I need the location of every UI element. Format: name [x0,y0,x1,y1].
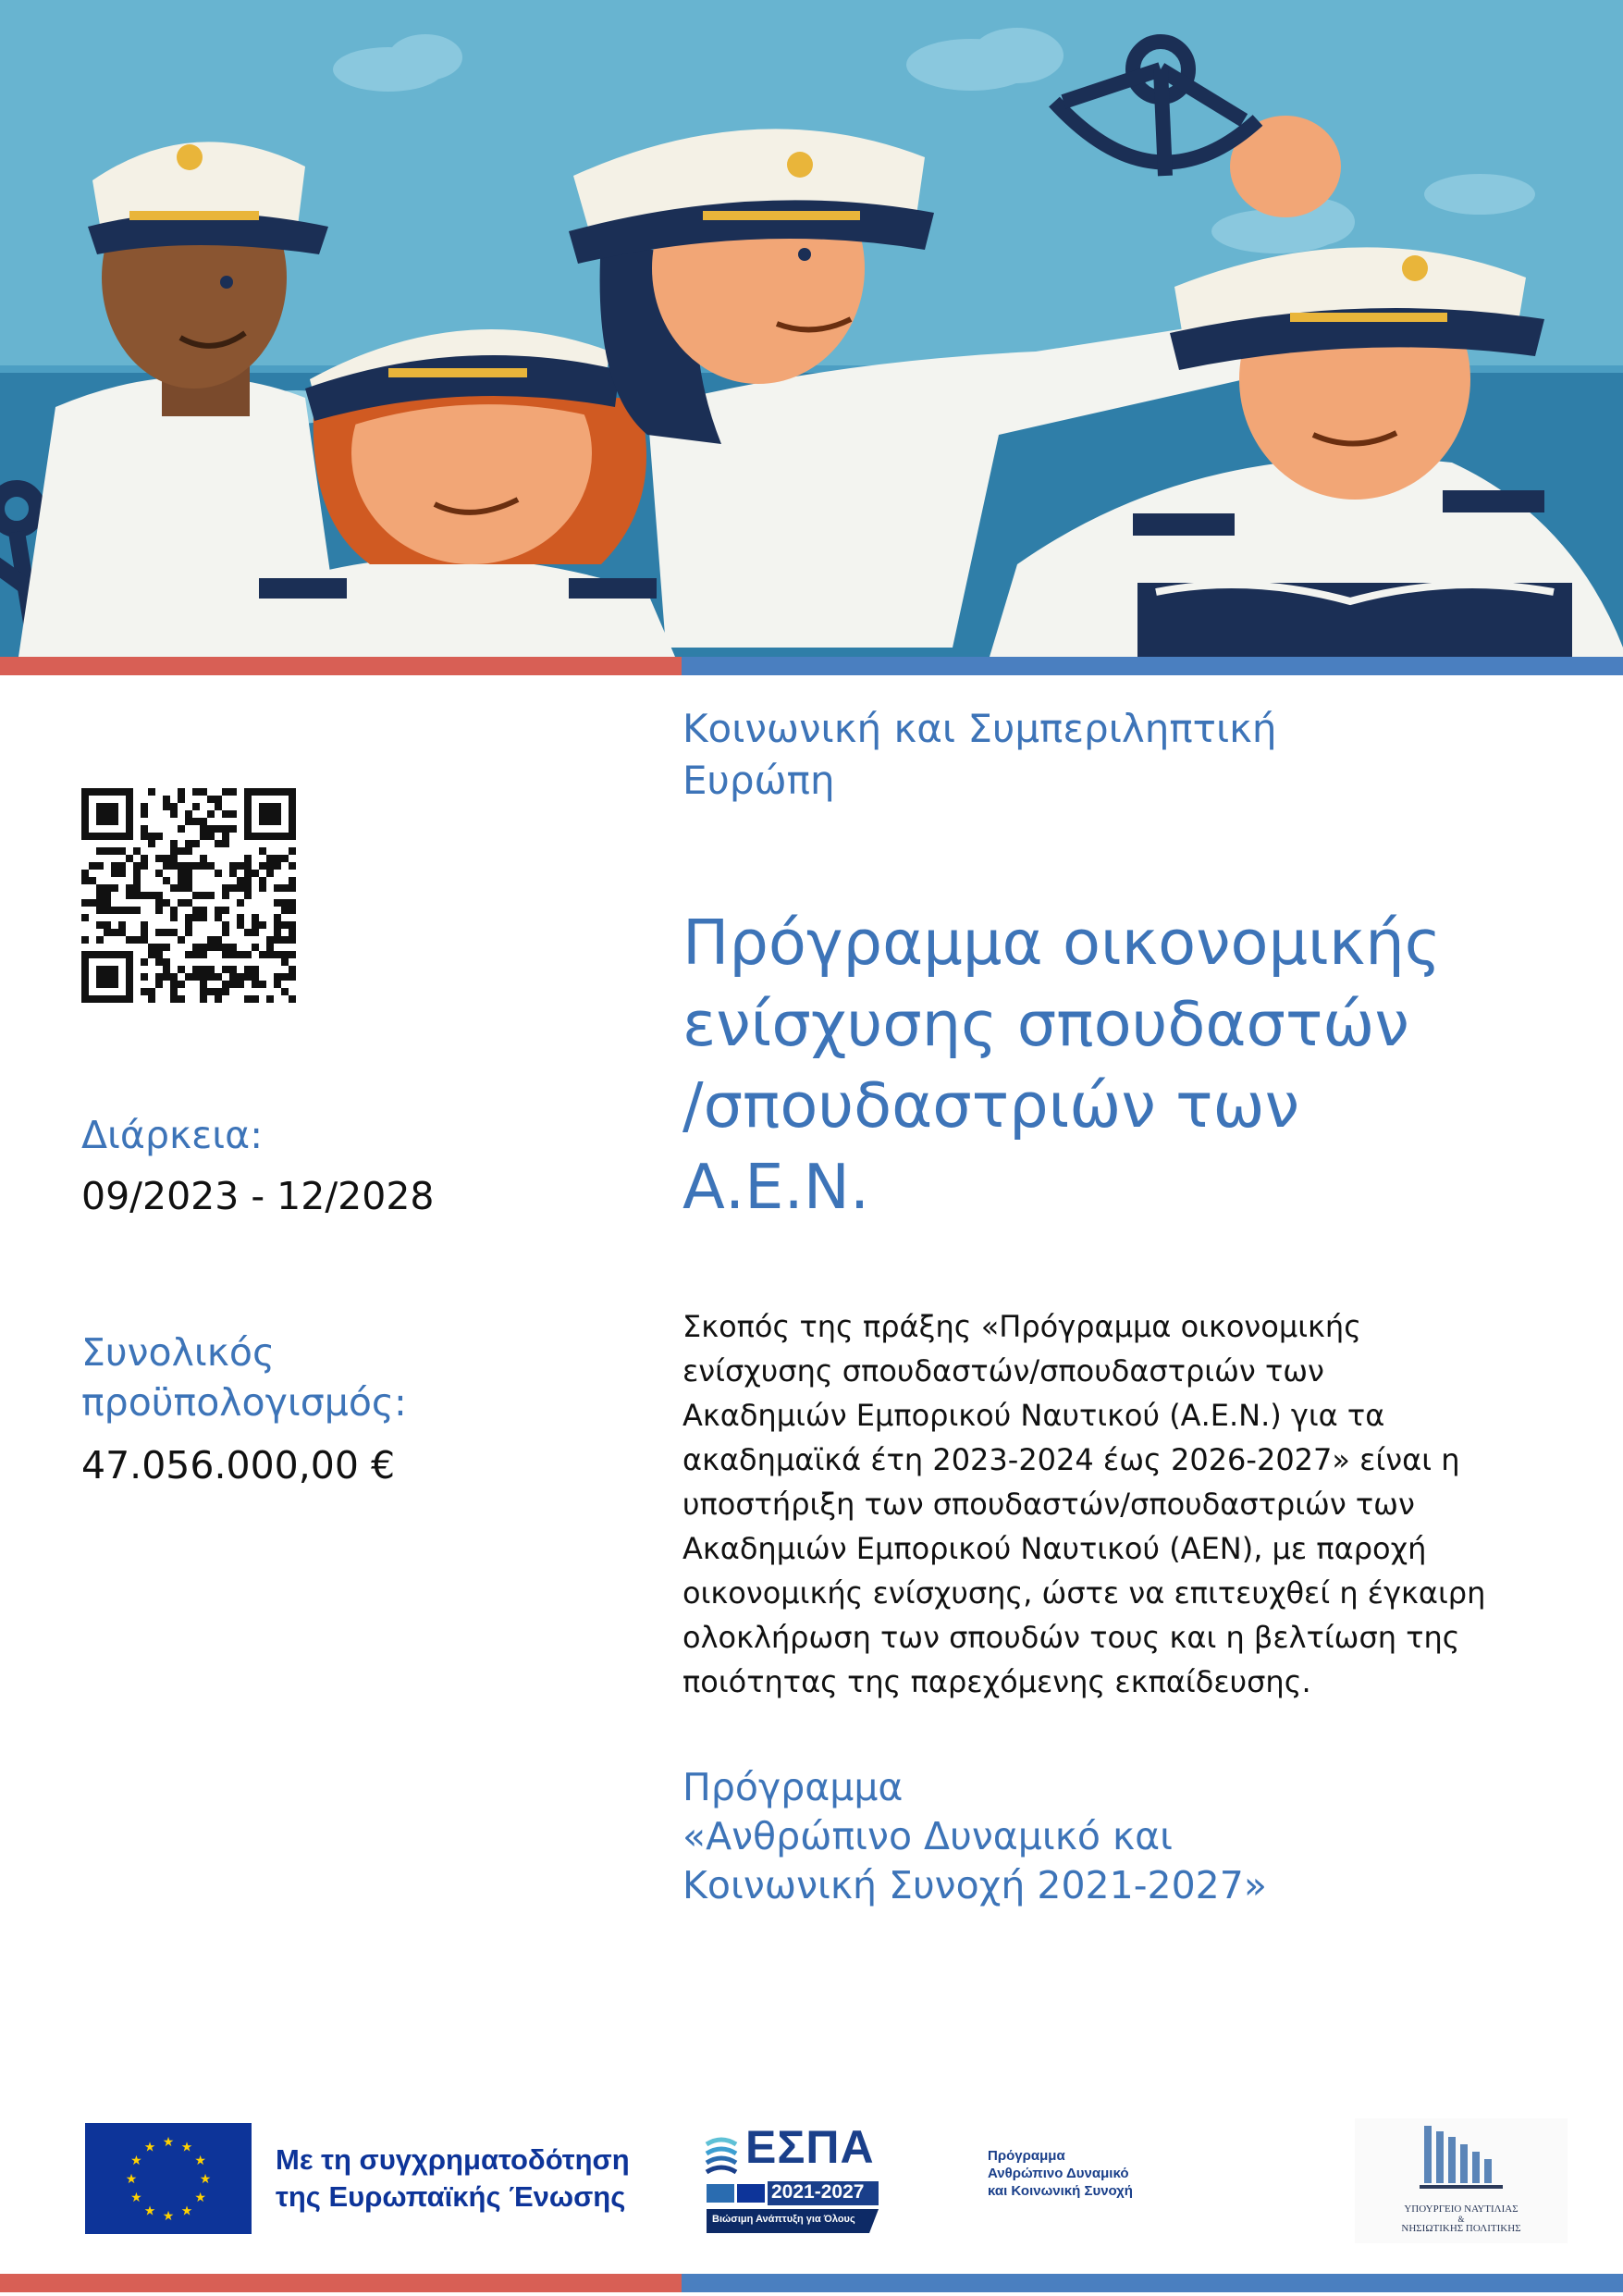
divider-red [0,657,682,675]
ministry-building-icon [1355,2118,1568,2197]
eu-star-icon: ★ [162,2209,175,2224]
programme-line: Κοινωνική Συνοχή 2021-2027» [682,1863,1267,1907]
qr-code-icon[interactable] [81,788,296,1003]
duration-value: 09/2023 - 12/2028 [81,1174,435,1218]
eu-star-icon: ★ [143,2203,156,2219]
programme-line: «Ανθρώπινο Δυναμικό και [682,1814,1174,1858]
eu-cofunding-text [276,2142,630,2216]
budget-label-line: προϋπολογισμός: [81,1380,407,1425]
espa-name: ΕΣΠΑ [745,2121,875,2173]
ministry-line: ΥΠΟΥΡΓΕΙΟ ΝΑΥΤΙΛΙΑΣ [1404,2203,1518,2215]
divider-blue [682,2274,1623,2292]
project-description [682,1304,1515,1704]
title-line: Πρόγραμμα οικονομικής [682,907,1442,979]
eu-star-icon: ★ [130,2154,142,2168]
ministry-line: ΝΗΣΙΩΤΙΚΗΣ ΠΟΛΙΤΙΚΗΣ [1401,2223,1521,2234]
eu-star-icon: ★ [194,2191,206,2205]
title-line: /σπουδαστριών των [682,1069,1299,1142]
programme-logo-text [988,2147,1133,2200]
eu-star-icon: ★ [199,2172,212,2187]
description-line: ακαδημαϊκά έτη 2023-2024 έως 2026-2027» είναι η [682,1442,1460,1477]
footer-divider [0,2274,1623,2292]
eu-line: Με τη συγχρηματοδότηση [276,2143,630,2176]
description-line: οικονομικής ενίσχυσης, ώστε να επιτευχθεί η έγκαιρη [682,1575,1486,1611]
espa-years: 2021-2027 [771,2181,865,2203]
description-line: Ακαδημιών Εμπορικού Ναυτικού (ΑΕΝ), με παροχή [682,1531,1427,1566]
pg-line: Πρόγραμμα [988,2148,1065,2164]
title-line: Α.Ε.Ν. [682,1151,870,1223]
description-line: ποιότητας της παρεχόμενης εκπαίδευσης. [682,1664,1311,1699]
ministry-logo [1355,2118,1568,2243]
pg-line: Ανθρώπινο Δυναμικό [988,2166,1129,2181]
ministry-line: & [1457,2215,1465,2224]
eu-star-icon: ★ [180,2203,193,2219]
theme-line: Κοινωνική και Συμπεριληπτική [682,706,1277,751]
hero-illustration [0,0,1623,657]
budget-label [81,1327,407,1427]
description-line: Σκοπός της πράξης «Πρόγραμμα οικονομικής [682,1309,1361,1344]
espa-slogan: Βιώσιμη Ανάπτυξη για Όλους [712,2214,855,2225]
programme-name [682,1763,1515,1910]
header-divider [0,657,1623,675]
eu-star-icon: ★ [194,2154,206,2168]
policy-theme [682,703,1515,807]
eu-flag-icon [85,2123,252,2234]
eu-star-icon: ★ [162,2135,175,2150]
title-line: ενίσχυσης σπουδαστών [682,988,1409,1060]
eu-star-icon: ★ [125,2172,138,2187]
budget-label-line: Συνολικός [81,1330,276,1375]
theme-line: Ευρώπη [682,758,835,803]
pg-line: και Κοινωνική Συνοχή [988,2183,1133,2199]
divider-red [0,2274,682,2292]
eu-star-icon: ★ [180,2140,193,2155]
divider-blue [682,657,1623,675]
eu-star-icon: ★ [143,2140,156,2155]
programme-line: Πρόγραμμα [682,1765,904,1809]
description-line: ενίσχυσης σπουδαστών/σπουδαστριών των [682,1353,1324,1389]
eu-line: της Ευρωπαϊκής Ένωσης [276,2180,626,2213]
eu-star-icon: ★ [130,2191,142,2205]
description-line: υποστήριξη των σπουδαστών/σπουδαστριών των [682,1487,1415,1522]
project-title [682,902,1589,1228]
espa-logo-text [705,2121,880,2240]
budget-value: 47.056.000,00 € [81,1443,396,1487]
sailors-illustration [0,0,1623,657]
duration-label: Διάρκεια: [81,1113,264,1157]
description-line: ολοκλήρωση των σπουδών τους και η βελτίωση της [682,1620,1460,1655]
description-line: Ακαδημιών Εμπορικού Ναυτικού (Α.Ε.Ν.) για τα [682,1398,1385,1433]
